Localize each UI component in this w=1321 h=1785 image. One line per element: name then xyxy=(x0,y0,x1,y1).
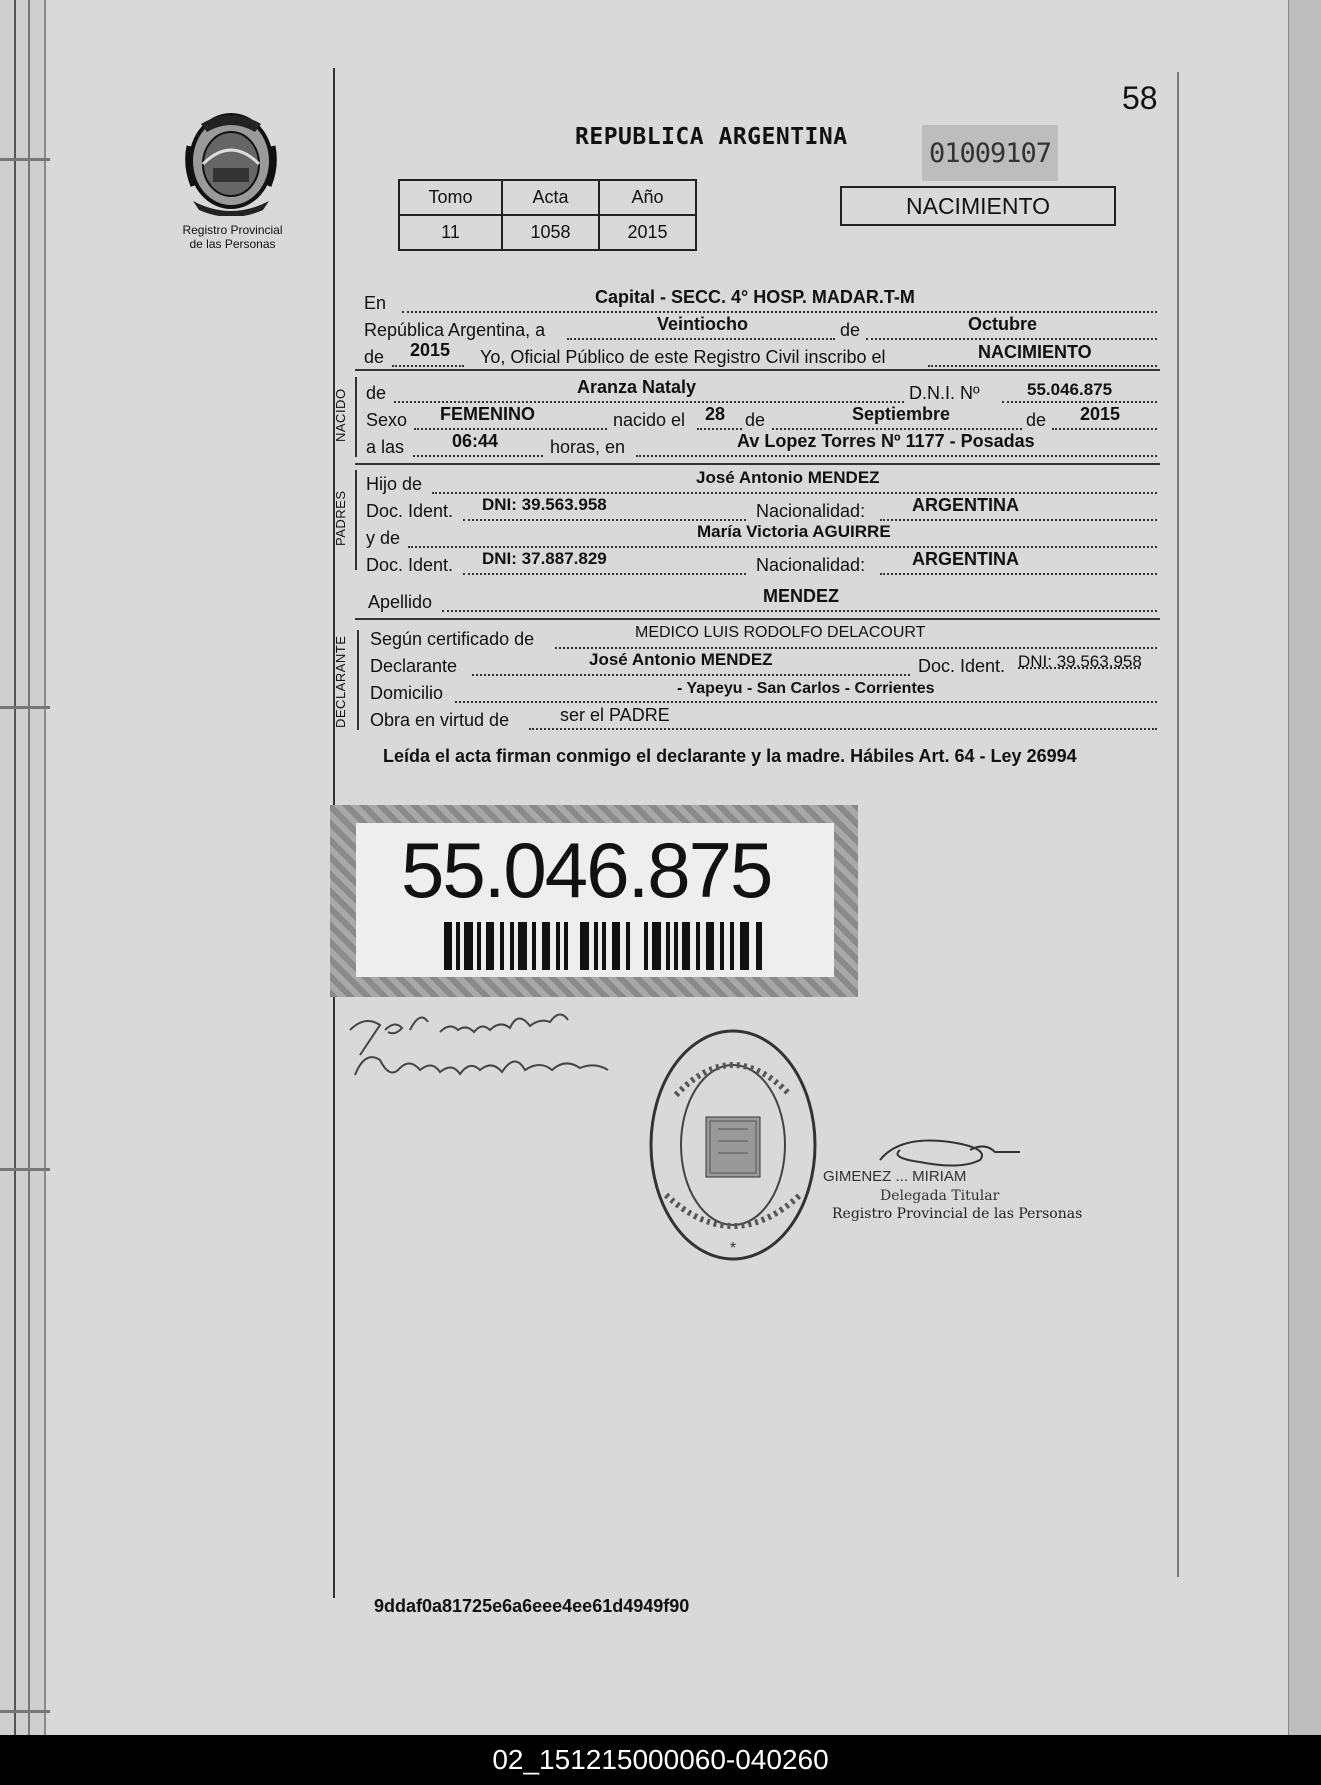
label-obra-en-virtud: Obra en virtud de xyxy=(370,710,510,730)
value-dia: Veintiocho xyxy=(657,314,749,334)
footer-id: 02_151215000060-040260 xyxy=(0,1735,1321,1785)
label-republica: República Argentina, a xyxy=(364,320,546,340)
value-lugar-nac: Av Lopez Torres Nº 1177 - Posadas xyxy=(737,431,1035,451)
label-en: En xyxy=(364,293,387,313)
binding-edge xyxy=(0,0,46,1735)
label-y-de: y de xyxy=(366,528,401,548)
provincial-crest-icon xyxy=(183,106,279,216)
table-cell-anio: 2015 xyxy=(599,215,696,250)
document-title: REPUBLICA ARGENTINA xyxy=(575,124,848,150)
value-nac-mes: Septiembre xyxy=(852,404,951,424)
label-dni: D.N.I. Nº xyxy=(909,383,980,403)
dni-sticker xyxy=(330,805,858,997)
value-apellido: MENDEZ xyxy=(763,586,839,606)
table-header-acta: Acta xyxy=(502,180,599,215)
serial-stamp: 01009107 xyxy=(922,125,1058,181)
value-padre-nac: ARGENTINA xyxy=(912,495,1019,515)
value-certificado: MEDICO LUIS RODOLFO DELACOURT xyxy=(635,624,926,641)
label-de-nac-anio: de xyxy=(1026,410,1047,430)
label-doc-ident-padre: Doc. Ident. xyxy=(366,501,454,521)
value-padre-doc: DNI: 39.563.958 xyxy=(482,495,607,514)
label-a-las: a las xyxy=(366,437,405,457)
document-hash: 9ddaf0a81725e6a6eee4ee61d4949f90 xyxy=(374,1596,690,1616)
label-de-nac-mes: de xyxy=(745,410,766,430)
page-edge-right xyxy=(1288,0,1321,1735)
label-apellido: Apellido xyxy=(368,592,433,612)
legal-note: Leída el acta firman conmigo el declarante y la madre. Hábiles Art. 64 - Ley 26994 xyxy=(383,746,1077,766)
label-de-nombre: de xyxy=(366,383,387,403)
label-nacido-el: nacido el xyxy=(613,410,686,430)
value-nombre: Aranza Nataly xyxy=(577,377,697,397)
section-label-nacido: NACIDO xyxy=(333,388,348,442)
table-header-row xyxy=(399,180,696,215)
label-de-mes: de xyxy=(840,320,861,340)
value-mes: Octubre xyxy=(968,314,1038,334)
value-lugar: Capital - SECC. 4° HOSP. MADAR.T-M xyxy=(595,287,915,307)
value-dni: 55.046.875 xyxy=(1027,380,1113,399)
table-cell-acta: 1058 xyxy=(502,215,599,250)
label-doc-ident-madre: Doc. Ident. xyxy=(366,555,454,575)
value-sexo: FEMENINO xyxy=(440,404,536,424)
label-de-anio: de xyxy=(364,347,385,367)
record-table xyxy=(398,179,697,251)
barcode-icon xyxy=(444,922,764,970)
section-label-declarante: DECLARANTE xyxy=(333,635,348,728)
official-org: Registro Provincial de las Personas xyxy=(832,1206,1083,1222)
official-seal-icon xyxy=(646,1025,821,1265)
margin-line-right xyxy=(1177,72,1179,1577)
table-header-anio: Año xyxy=(599,180,696,215)
value-inscribe: NACIMIENTO xyxy=(978,342,1092,362)
signature-father-icon xyxy=(340,1000,640,1090)
value-anio: 2015 xyxy=(410,340,451,360)
value-obra: ser el PADRE xyxy=(560,705,670,725)
record-type-box: NACIMIENTO xyxy=(840,186,1116,226)
crest-label: Registro Provincial de las Personas xyxy=(182,223,283,251)
value-declarante: José Antonio MENDEZ xyxy=(589,650,773,669)
section-label-padres: PADRES xyxy=(333,490,348,546)
label-doc-ident-declarante: Doc. Ident. xyxy=(918,656,1006,676)
svg-text:*: * xyxy=(729,1240,737,1257)
value-domicilio: - Yapeyu - San Carlos - Corrientes xyxy=(677,680,935,697)
table-header-tomo: Tomo xyxy=(399,180,502,215)
label-declarante: Declarante xyxy=(370,656,458,676)
value-nac-anio: 2015 xyxy=(1080,404,1121,424)
label-yo-oficial: Yo, Oficial Público de este Registro Civil inscribo el xyxy=(480,347,886,367)
table-row xyxy=(399,215,696,250)
value-declarante-doc: DNI: 39.563.958 xyxy=(1018,652,1142,671)
table-cell-tomo: 11 xyxy=(399,215,502,250)
official-name: GIMENEZ ... MIRIAM xyxy=(823,1168,967,1185)
label-sexo: Sexo xyxy=(366,410,408,430)
dni-sticker-number: 55.046.875 xyxy=(401,826,772,914)
value-nac-dia: 28 xyxy=(705,404,726,424)
label-horas-en: horas, en xyxy=(550,437,626,457)
value-madre-nac: ARGENTINA xyxy=(912,549,1019,569)
value-madre: María Victoria AGUIRRE xyxy=(697,522,891,541)
official-role: Delegada Titular xyxy=(880,1188,1000,1204)
label-domicilio: Domicilio xyxy=(370,683,444,703)
label-nacionalidad-padre: Nacionalidad: xyxy=(756,501,866,521)
label-nacionalidad-madre: Nacionalidad: xyxy=(756,555,866,575)
value-padre: José Antonio MENDEZ xyxy=(696,468,880,487)
value-madre-doc: DNI: 37.887.829 xyxy=(482,549,607,568)
label-hijo-de: Hijo de xyxy=(366,474,423,494)
value-hora: 06:44 xyxy=(452,431,499,451)
page-number: 58 xyxy=(1122,80,1158,116)
label-segun-certificado: Según certificado de xyxy=(370,629,535,649)
